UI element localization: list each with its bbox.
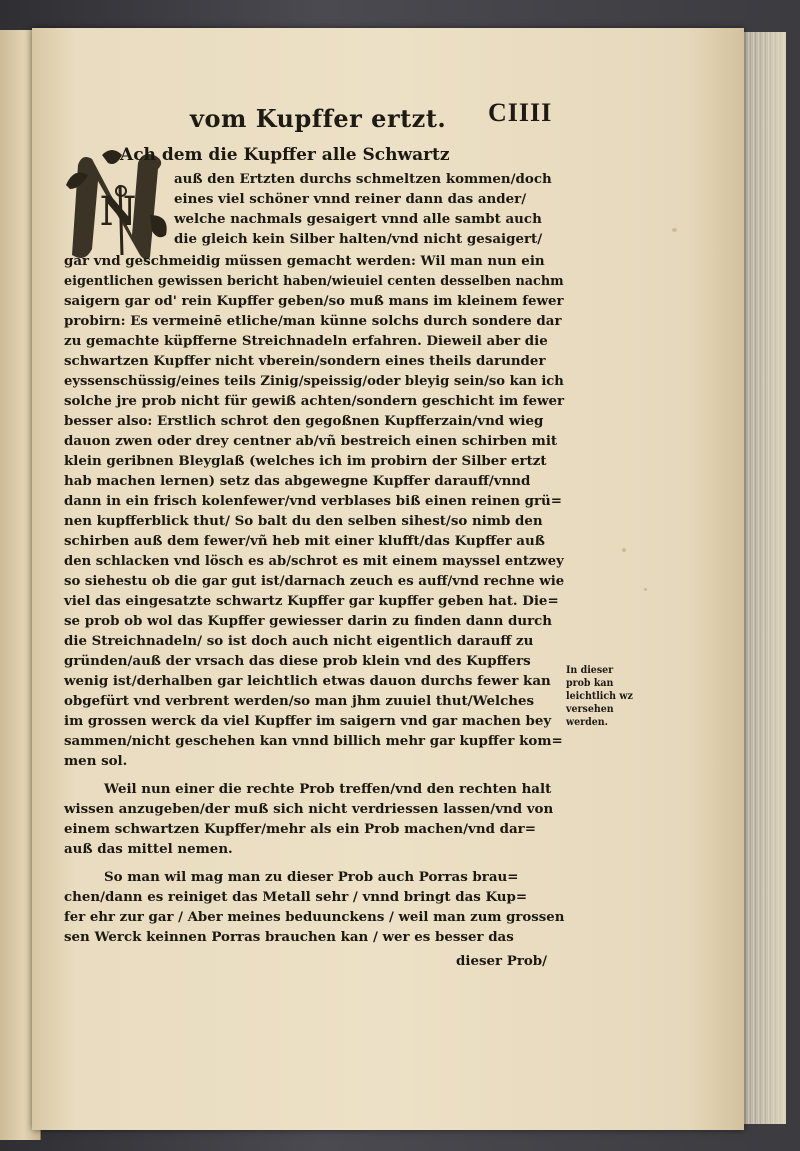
text-line: eigentlichen gewissen bericht haben/wieuiel centen desselben nachm <box>64 273 564 289</box>
text-line: obgefürt vnd verbrent werden/so man jhm zuuiel thut/Welches <box>64 693 535 709</box>
text-line: nen kupfferblick thut/ So balt du den selben sihest/so nimb den <box>64 513 543 529</box>
text-line: probirn: Es vermeinē etliche/man künne solchs durch sondere dar <box>64 313 562 329</box>
margin-note-line: In dieser <box>566 665 614 676</box>
text-line: die gleich kein Silber halten/vnd nicht gesaigert/ <box>174 231 543 247</box>
catchword: dieser Prob/ <box>456 953 548 969</box>
paper-spot <box>644 588 647 591</box>
text-line: fer ehr zur gar / Aber meines beduunckens / weil man zum grossen <box>64 909 565 925</box>
text-line: Ach dem die Kupffer alle Schwartz <box>120 145 450 165</box>
paper-spot <box>622 548 626 552</box>
initial-letter: N <box>99 188 137 235</box>
text-line: dauon zwen oder drey centner ab/vñ bestreich einen schirben mit <box>64 433 558 449</box>
text-line: se prob ob wol das Kupffer gewiesser darin zu finden dann durch <box>64 613 553 629</box>
text-line: besser also: Erstlich schrot den gegoßnen Kupfferzain/vnd wieg <box>64 413 544 429</box>
text-line: die Streichnadeln/ so ist doch auch nicht eigentlich darauff zu <box>64 633 534 649</box>
text-line: eyssenschüssig/eines teils Zinig/speissig/oder bleyig sein/so kan ich <box>64 373 564 389</box>
folio-number: CIIII <box>488 98 553 127</box>
text-line: im grossen werck da viel Kupffer im saigern vnd gar machen bey <box>64 713 552 729</box>
text-line: viel das eingesatzte schwartz Kupffer gar kupffer geben hat. Die= <box>64 593 559 609</box>
margin-note-line: leichtlich wz <box>566 691 633 702</box>
page-header <box>190 98 570 138</box>
text-line: sen Werck keinnen Porras brauchen kan / wer es besser das <box>64 929 514 945</box>
text-line: auß das mittel nemen. <box>64 841 233 857</box>
text-line: men sol. <box>64 753 128 769</box>
text-line: schwartzen Kupffer nicht vberein/sondern eines theils darunder <box>64 353 546 369</box>
paper-spot <box>672 228 677 232</box>
text-line: zu gemachte küpfferne Streichnadeln erfahren. Dieweil aber die <box>64 333 548 349</box>
text-line: Weil nun einer die rechte Prob treffen/vnd den rechten halt <box>104 781 552 797</box>
text-line: einem schwartzen Kupffer/mehr als ein Prob machen/vnd dar= <box>64 821 536 837</box>
text-line: dann in ein frisch kolenfewer/vnd verblases biß einen reinen grü= <box>64 493 562 509</box>
text-line: klein geribnen Bleyglaß (welches ich im probirn der Silber ertzt <box>64 453 547 469</box>
text-line: schirben auß dem fewer/vñ heb mit einer klufft/das Kupffer auß <box>64 533 545 549</box>
margin-note <box>566 664 640 729</box>
text-line: gar vnd geschmeidig müssen gemacht werden: Wil man nun ein <box>64 253 545 269</box>
text-line: auß den Ertzten durchs schmeltzen kommen/doch <box>174 171 552 187</box>
text-line: welche nachmals gesaigert vnnd alle sambt auch <box>174 211 542 227</box>
margin-note-line: versehen <box>566 704 614 715</box>
running-head: vom Kupffer ertzt. <box>190 104 447 133</box>
text-line: solche jre prob nicht für gewiß achten/sondern geschicht im fewer <box>64 393 565 409</box>
text-line: So man wil mag man zu dieser Prob auch Porras brau= <box>104 869 519 885</box>
text-line: hab machen lernen) setz das abgewegne Kupffer darauff/vnnd <box>64 473 531 489</box>
text-line: gründen/auß der vrsach das diese prob klein vnd des Kupffers <box>64 653 531 669</box>
text-line: den schlacken vnd lösch es ab/schrot es mit einem mayssel entzwey <box>64 553 564 569</box>
text-line: wenig ist/derhalben gar leichtlich etwas dauon durchs fewer kan <box>64 673 551 689</box>
text-line: chen/dann es reiniget das Metall sehr / vnnd bringt das Kup= <box>64 889 528 905</box>
text-line: eines viel schöner vnnd reiner dann das ander/ <box>174 191 527 207</box>
margin-note-line: werden. <box>566 717 608 728</box>
margin-note-line: prob kan <box>566 678 614 689</box>
text-line: wissen anzugeben/der muß sich nicht verdriessen lassen/vnd von <box>64 801 554 817</box>
text-line: so siehestu ob die gar gut ist/darnach zeuch es auff/vnd rechne wie <box>64 573 565 589</box>
text-line: sammen/nicht geschehen kan vnnd billich mehr gar kupffer kom= <box>64 733 563 749</box>
text-line: saigern gar od' rein Kupffer geben/so muß mans im kleinem fewer <box>64 293 564 309</box>
